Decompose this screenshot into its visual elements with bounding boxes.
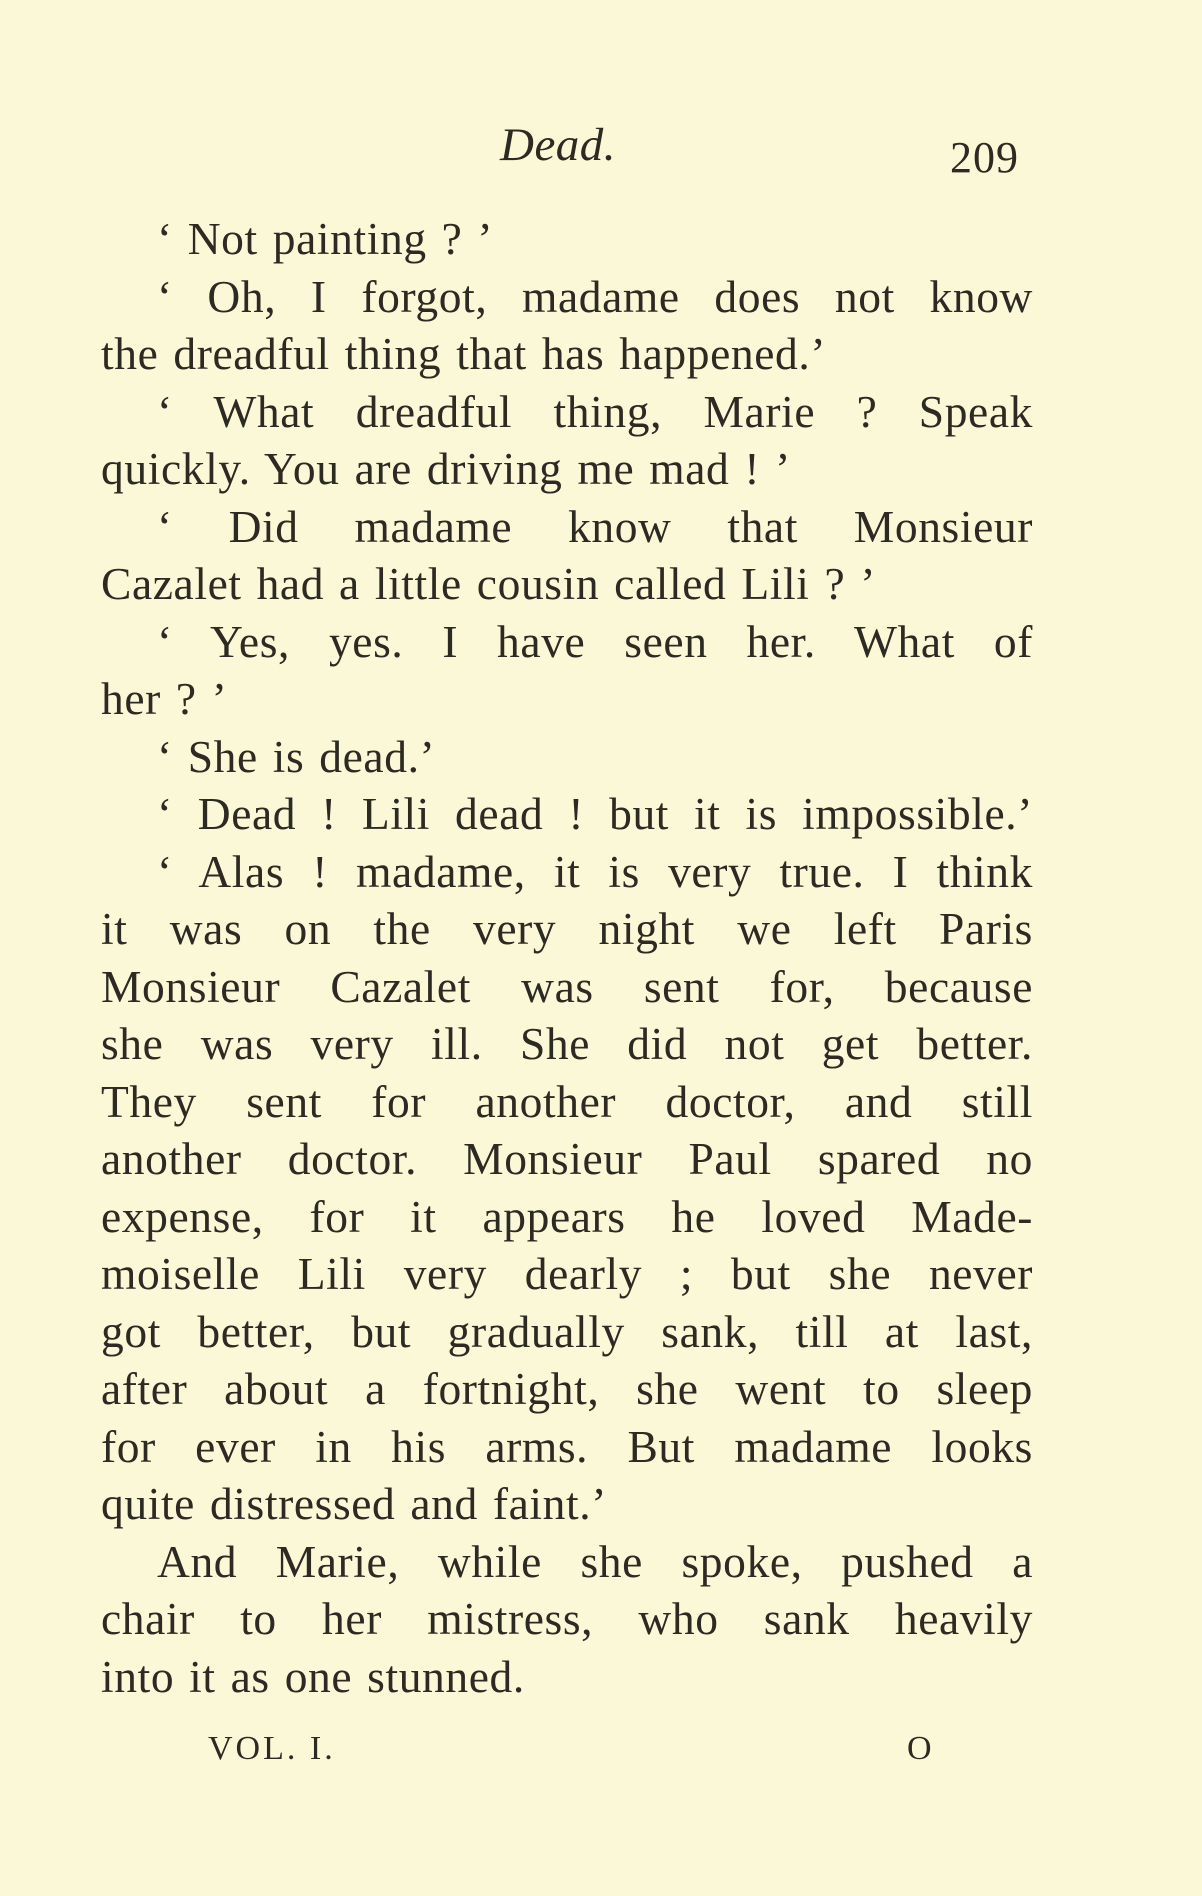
text-line: They sent for another doctor, and still [101, 1075, 1033, 1127]
text-line: Cazalet had a little cousin called Lili ? ’ [101, 558, 876, 609]
text-line: for ever in his arms. But madame looks [101, 1420, 1033, 1472]
text-line: she was very ill. She did not get better. [101, 1018, 1033, 1069]
text-line: ‘ What dreadful thing, Marie ? Speak [157, 385, 1033, 437]
text-line: after about a fortnight, she went to sleep [101, 1363, 1033, 1414]
text-line: quite distressed and faint.’ [101, 1478, 607, 1529]
page-footer [0, 1730, 1202, 1780]
text-line: Monsieur Cazalet was sent for, because [101, 960, 1033, 1012]
text-line: ‘ Yes, yes. I have seen her. What of [157, 615, 1033, 667]
text-line: ‘ Alas ! madame, it is very true. I think [157, 845, 1033, 897]
text-line: moiselle Lili very dearly ; but she never [101, 1248, 1033, 1299]
running-head-title: Dead. [500, 119, 617, 171]
text-line: ‘ Not painting ? ’ [157, 213, 494, 264]
text-line: got better, but gradually sank, till at last, [101, 1305, 1033, 1357]
text-line: chair to her mistress, who sank heavily [101, 1593, 1033, 1644]
page-number: 209 [950, 133, 1019, 182]
volume-label: VOL. I. [208, 1730, 336, 1767]
text-line: quickly. You are driving me mad ! ’ [101, 443, 791, 494]
text-line: ‘ Did madame know that Monsieur [157, 500, 1033, 552]
text-line: her ? ’ [101, 673, 228, 724]
text-line: the dreadful thing that has happened.’ [101, 328, 827, 379]
text-line: ‘ Dead ! Lili dead ! but it is impossible.’ [157, 788, 1033, 839]
text-line: into it as one stunned. [101, 1650, 525, 1702]
body-text [101, 210, 1033, 1705]
text-line: ‘ Oh, I forgot, madame does not know [157, 270, 1033, 322]
running-head [0, 118, 1202, 188]
text-line: another doctor. Monsieur Paul spared no [101, 1133, 1033, 1184]
text-line: expense, for it appears he loved Made- [101, 1190, 1033, 1242]
signature-mark: O [907, 1730, 935, 1767]
text-line: it was on the very night we left Paris [101, 903, 1033, 954]
text-line: And Marie, while she spoke, pushed a [157, 1535, 1033, 1587]
text-line: ‘ She is dead.’ [157, 730, 436, 782]
